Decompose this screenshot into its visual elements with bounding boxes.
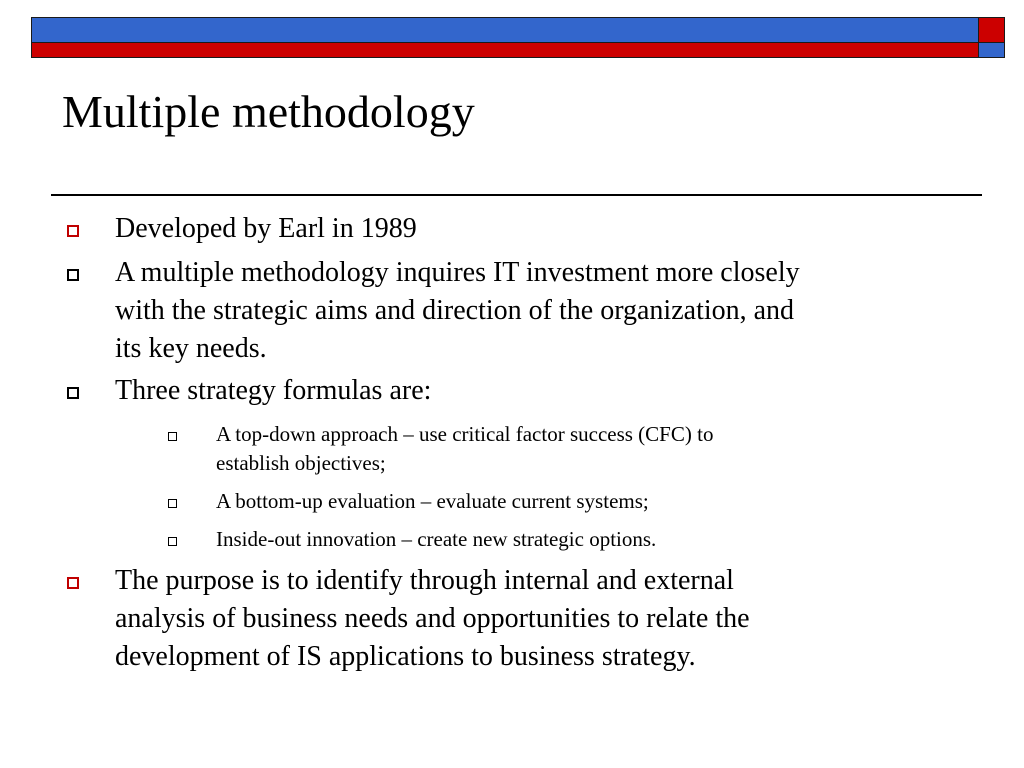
sub-bullet-text: A bottom-up evaluation – evaluate current systems; — [216, 489, 649, 513]
square-bullet-icon — [67, 269, 79, 281]
square-bullet-icon — [67, 387, 79, 399]
bullet-item — [115, 210, 975, 248]
square-bullet-icon — [168, 537, 177, 546]
square-bullet-icon — [67, 225, 79, 237]
square-bullet-icon — [168, 432, 177, 441]
bullet-item — [115, 254, 975, 368]
sub-bullet-text: Inside-out innovation – create new strategic options. — [216, 527, 657, 551]
bullet-text: A multiple methodology inquires IT investment more closely with the strategic aims and direction of the organization, and its key needs. — [115, 257, 800, 364]
bullet-text: Three strategy formulas are: — [115, 375, 432, 406]
square-bullet-icon — [67, 577, 79, 589]
sub-bullet-text: A top-down approach – use critical factor success (CFC) to establish objectives; — [216, 422, 714, 475]
bullet-item — [115, 372, 975, 410]
sub-bullet-item — [216, 420, 916, 478]
slide-title: Multiple methodology — [62, 86, 475, 137]
sub-bullet-item — [216, 525, 916, 554]
bullet-text: The purpose is to identify through internal and external analysis of business needs and opportunities to relate the development of IS applications to business strategy. — [115, 565, 750, 672]
square-bullet-icon — [168, 499, 177, 508]
sub-bullet-item — [216, 487, 916, 516]
bullet-text: Developed by Earl in 1989 — [115, 213, 417, 244]
bullet-item — [115, 562, 975, 676]
